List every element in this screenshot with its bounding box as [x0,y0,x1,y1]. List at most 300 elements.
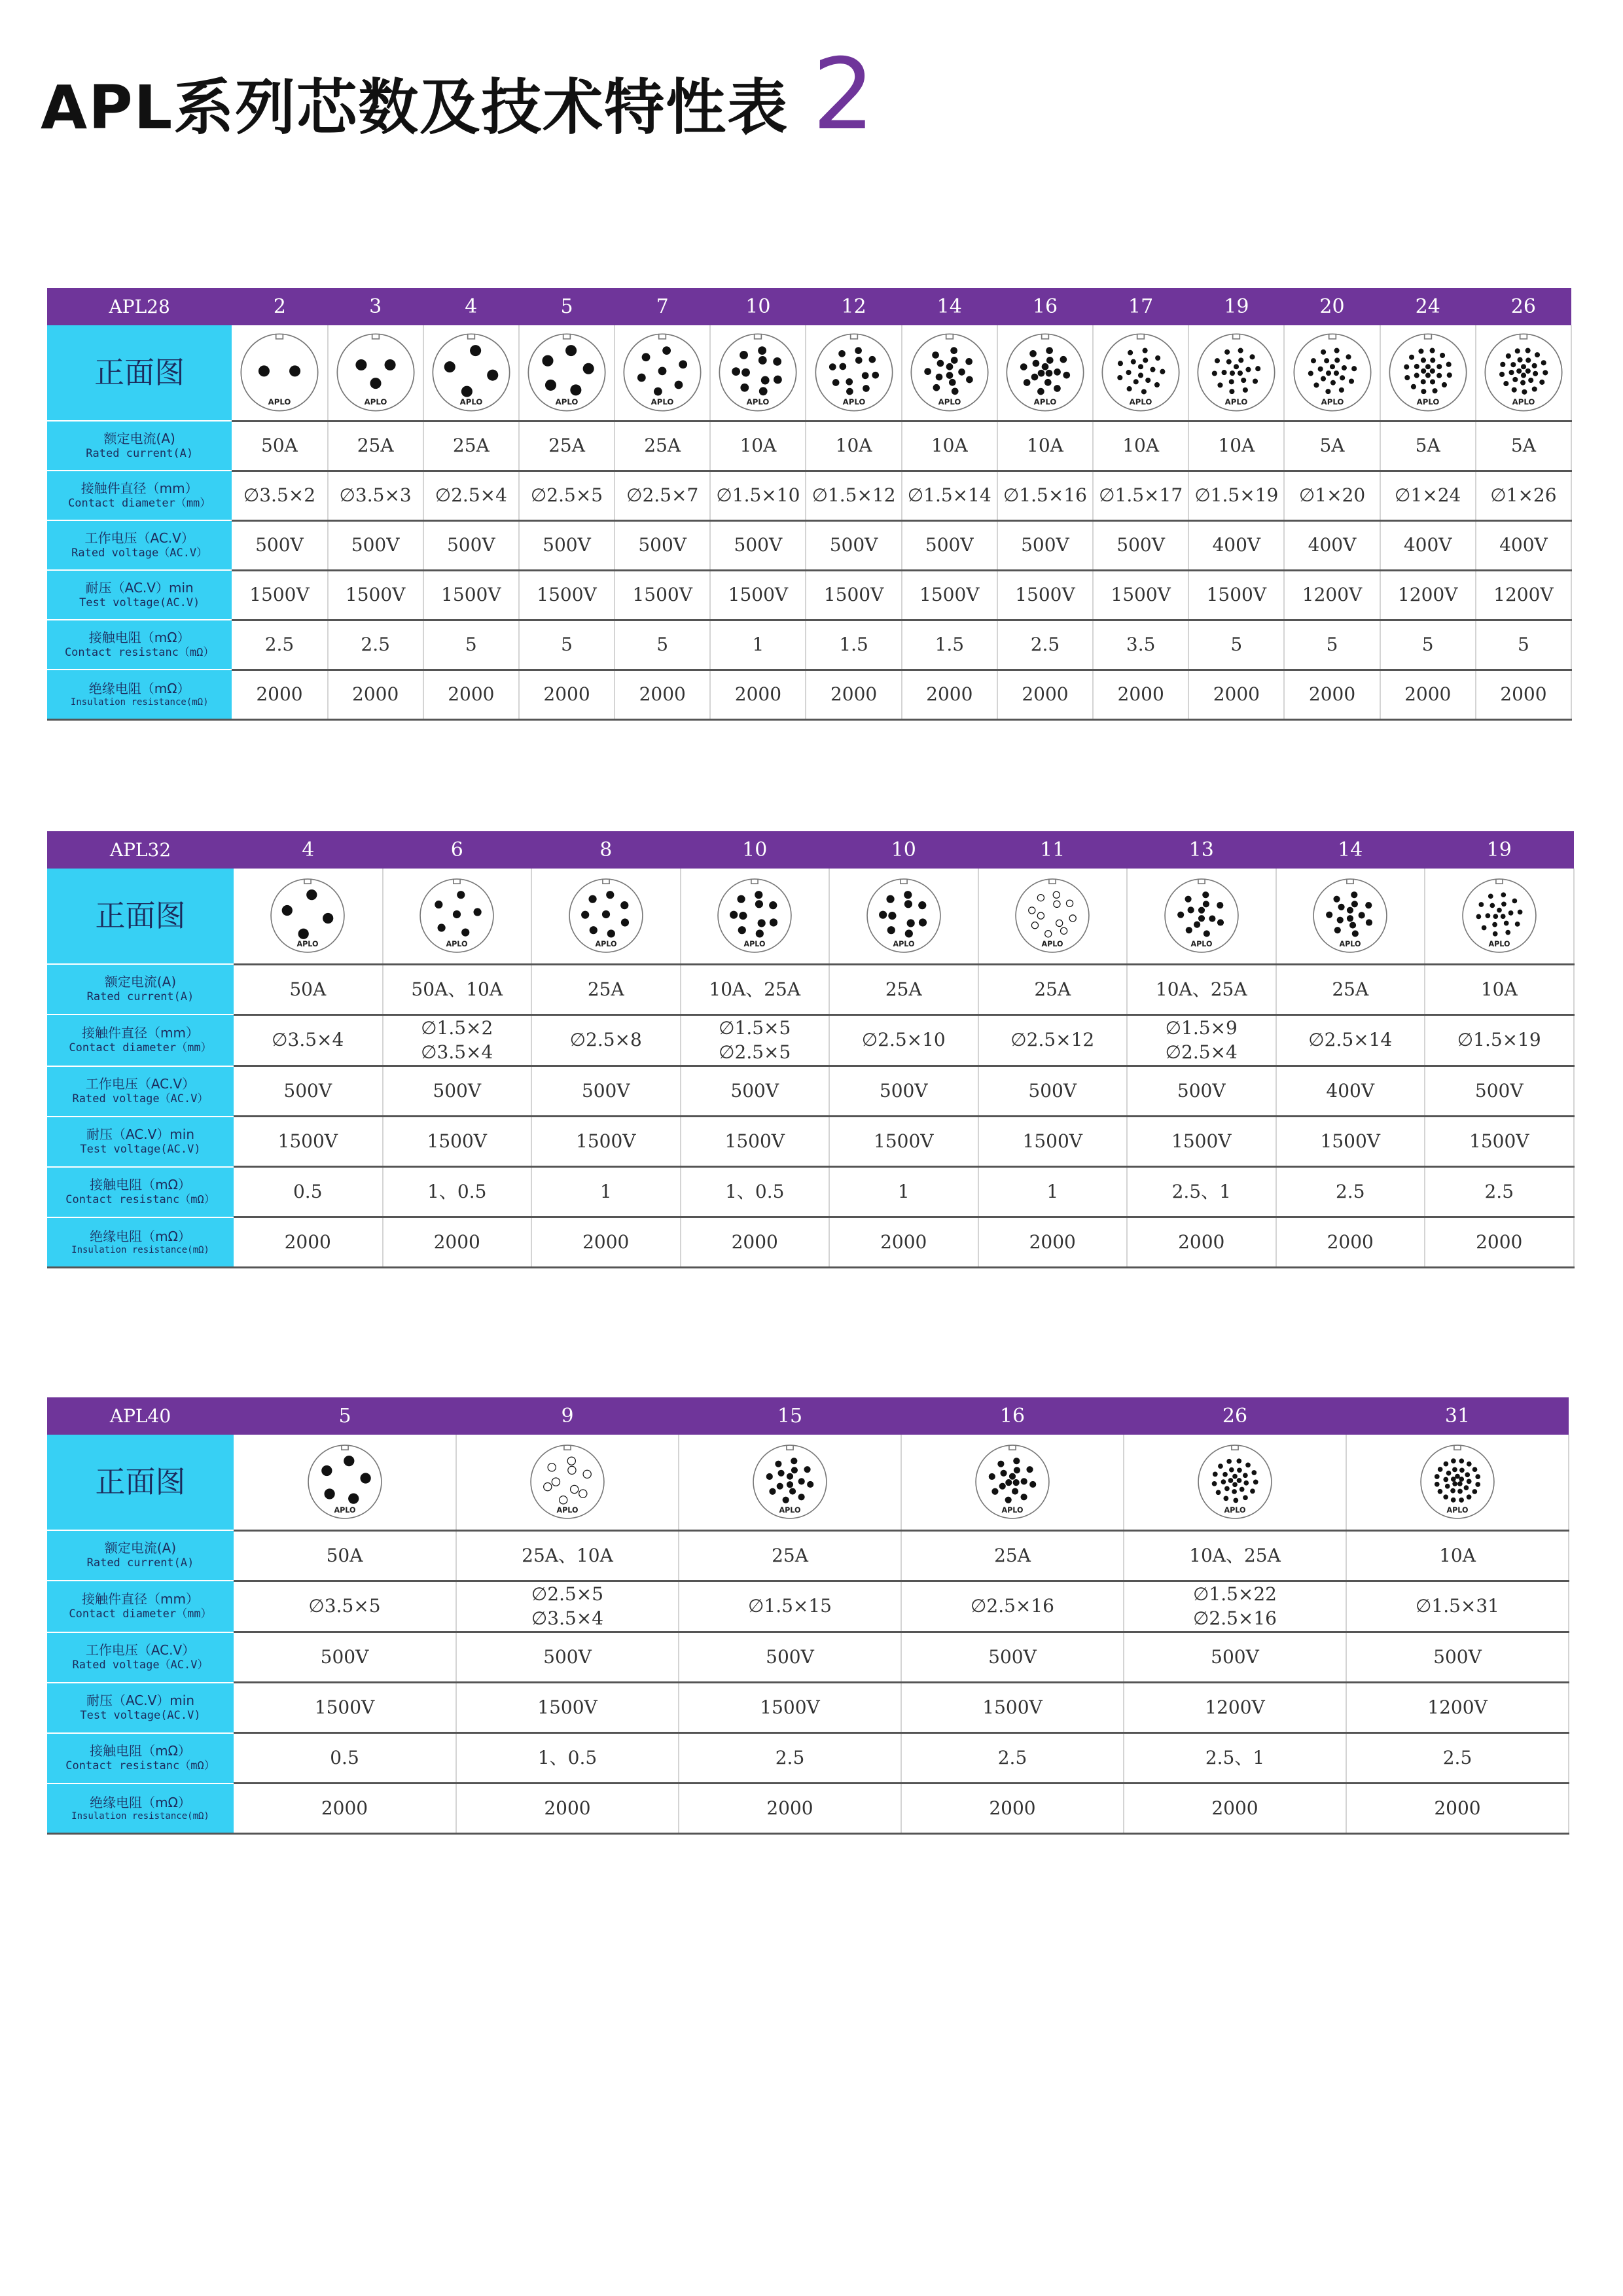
contact-pin [1138,373,1143,378]
connector-icon-wrapper [1124,1442,1346,1522]
value-cell [234,1530,456,1581]
connector-icon-wrapper [532,876,680,956]
value-cell [423,620,519,670]
pin-count-header: 26 [1476,288,1571,325]
value-cell [978,1117,1128,1167]
contact-pin [1128,350,1133,355]
contact-pin [1501,902,1507,907]
value-cell [1346,1733,1569,1784]
value-text: 1200V [1427,1696,1488,1719]
value-text: 500V [446,534,495,556]
contact-pin [1451,1458,1456,1463]
contact-pin [1198,915,1205,922]
contact-pin [588,895,596,903]
contact-pin [1533,371,1538,376]
value-text: 1 [599,1181,612,1203]
contact-pin [1338,387,1344,393]
contact-pin [589,926,597,934]
value-cell [456,1530,679,1581]
contact-pin [1543,370,1548,376]
value-text: 1500V [1469,1130,1529,1153]
contact-pin [583,1470,591,1478]
contact-pin [1237,1468,1242,1473]
contact-pin [1054,368,1061,376]
value-cell [1127,964,1276,1014]
connector-icon-wrapper [1189,331,1283,414]
contact-resistance-row [47,620,1571,670]
value-text: 2000 [1476,1231,1523,1253]
contact-pin [1232,1489,1237,1494]
contact-pin [770,919,777,927]
contact-pin [570,385,581,396]
contact-pin [259,366,270,377]
test-voltage-label [47,1683,234,1733]
aplo-logo-text: APLO [1224,397,1248,407]
connector-icon-wrapper [1381,331,1475,414]
contact-pin [989,1473,995,1480]
contact-pin [1459,1459,1464,1464]
value-cell [829,1167,978,1217]
contact-pin [1467,1479,1472,1484]
contact-pin [1475,1482,1480,1487]
aplo-logo-text: APLO [743,940,766,949]
value-text: 25A [994,1544,1031,1566]
contact-pin [1334,896,1340,903]
value-cell [383,1117,532,1167]
connector-front-view-icon [1459,876,1539,956]
contact-pin [1457,1481,1463,1486]
value-text: 400V [1499,534,1548,556]
contact-pin [1508,370,1514,375]
contact-pin [1515,348,1520,353]
contact-pin [571,1486,579,1494]
value-text: ∅1.5×14 [907,484,991,507]
pin-count-header: 8 [531,831,681,869]
value-cell [615,520,710,570]
value-text: ∅1×24 [1395,484,1461,507]
contact-pin [1334,927,1341,933]
contact-pin [282,905,293,916]
value-cell [328,670,423,719]
connector-front-view-icon [750,1442,830,1522]
contact-pin [1333,370,1338,376]
value-cell [1346,1530,1569,1581]
connector-front-view-icon [305,1442,385,1522]
aplo-logo-text: APLO [651,397,674,407]
contact-pin [1218,383,1223,388]
contact-pin [620,901,628,909]
contact-pin [1185,927,1192,933]
pin-count-header: 26 [1124,1397,1346,1435]
contact-pin [798,1494,805,1500]
value-text: ∅2.5×16 [970,1595,1054,1617]
value-cell [423,421,519,471]
value-text: ∅1.5×22 [1192,1583,1277,1605]
contact-pin [936,360,944,367]
value-cell [234,1167,383,1217]
connector-icon-wrapper [234,1442,455,1522]
contact-pin [740,351,749,359]
value-cell [1188,471,1284,520]
contact-pin [952,388,959,395]
contact-pin [1198,907,1205,914]
value-text: 10A [835,435,872,457]
insulation-resistance-row [47,1784,1569,1834]
label-cn: 耐压（AC.V）min [85,579,194,596]
value-text: 1500V [1206,584,1267,606]
contact-pin [621,919,629,927]
contact-pin [654,387,662,396]
value-text: 2000 [1500,683,1547,706]
value-text: 5 [1230,634,1243,656]
value-cell [902,670,997,719]
value-cell [1425,1217,1574,1268]
aplo-logo-text: APLO [1001,1506,1024,1515]
pin-count-header: 24 [1380,288,1476,325]
contact-pin [1232,1482,1238,1488]
value-text: 1500V [1022,1130,1082,1153]
aplo-logo-text: APLO [595,940,617,949]
pin-count-header: 10 [681,831,830,869]
value-cell [1284,520,1380,570]
connector-icon-wrapper [615,331,709,414]
value-text: 1500V [441,584,501,606]
contact-pin [741,384,749,392]
contact-pin [1446,1471,1452,1476]
value-text: 2000 [448,683,495,706]
aplo-logo-text: APLO [268,397,291,407]
contact-pin [829,363,836,370]
contact-pin [887,926,895,934]
label-cn: 额定电流(A) [103,430,175,446]
value-text: 2.5 [775,1747,805,1769]
value-cell [1284,471,1380,520]
value-cell [1476,620,1571,670]
contact-pin [1505,930,1510,935]
value-cell [902,520,997,570]
contact-pin [1203,931,1209,937]
front-view-row [47,869,1574,964]
model-cell: APL32 [47,831,234,869]
rated-voltage-row [47,520,1571,570]
contact-pin [606,891,614,899]
value-text: 25A [587,978,624,1000]
contact-pin [1038,912,1044,919]
value-text: ∅2.5×4 [435,484,507,507]
contact-pin [1346,355,1351,360]
label-en: Contact diameter（mm） [68,496,211,510]
value-cell [681,1217,830,1268]
contact-pin [886,895,894,903]
contact-pin [1024,379,1031,386]
contact-pin [1230,370,1235,376]
value-text: ∅2.5×5 [531,1583,604,1605]
value-text: ∅1.5×16 [1003,484,1087,507]
value-cell [423,570,519,620]
value-cell [1380,471,1476,520]
model-cell: APL40 [47,1397,234,1435]
value-cell [1476,570,1571,620]
contact-pin [1021,1479,1027,1485]
value-cell [681,1117,830,1167]
connector-front-view-icon [566,876,646,956]
contact-pin [1338,904,1345,910]
value-text: 1500V [537,1696,597,1719]
value-text: 500V [829,534,878,556]
value-cell [519,570,615,620]
value-cell [1425,1117,1574,1167]
connector-front-view-icon [908,331,991,414]
contact-pin [1443,1495,1448,1500]
connector-front-view-icon [972,1442,1052,1522]
label-en: Insulation resistance(mΩ) [71,1810,209,1821]
value-text: 2000 [1213,683,1260,706]
contact-pin [1243,1480,1249,1486]
pin-count-header: 16 [997,288,1093,325]
test-voltage-row [47,570,1571,620]
insulation-resistance-label [47,1784,234,1834]
apl40-spec-table [47,1397,1569,1835]
value-text: 1 [752,634,764,656]
aplo-logo-text: APLO [555,397,579,407]
front-view-label: 正面图 [47,1435,234,1530]
contact-pin [1020,363,1027,370]
contact-pin [457,891,465,899]
value-cell [1380,421,1476,471]
value-text: 3.5 [1126,634,1156,656]
contact-pin [289,366,300,377]
contact-pin [918,901,926,909]
contact-pin [1230,389,1235,394]
contact-pin [742,368,751,377]
contact-pin [804,1466,810,1473]
contact-pin [1234,364,1239,369]
contact-pin [1067,900,1073,906]
contact-pin [787,1473,793,1480]
value-cell [234,1683,456,1733]
pin-count-header: 5 [234,1397,456,1435]
contact-pin [1359,912,1365,919]
value-cell [679,1784,901,1834]
value-text: ∅2.5×5 [719,1041,791,1064]
contact-pin [879,911,887,919]
value-text: ∅1.5×12 [812,484,896,507]
contact-pin [602,910,610,918]
value-text: ∅3.5×4 [531,1607,604,1630]
value-cell [1276,1066,1425,1117]
value-cell [1276,1014,1425,1066]
contact-pin [761,376,770,385]
value-cell [978,1167,1128,1217]
contact-pin [1203,901,1209,907]
value-text: 500V [1028,1080,1077,1102]
value-cell [519,670,615,719]
connector-front-view-icon [1291,331,1374,414]
contact-pin [548,1463,556,1471]
value-cell [901,1632,1124,1683]
value-text: 2.5 [264,634,294,656]
value-cell [997,670,1093,719]
connector-icon-wrapper [998,331,1092,414]
contact-pin [863,385,870,392]
contact-pin [1455,1474,1460,1479]
insulation-resistance-row [47,1217,1574,1268]
value-text: 1500V [1111,584,1171,606]
value-cell [1284,670,1380,719]
contact-pin [958,368,965,376]
contact-pin [1365,902,1372,908]
value-text: ∅3.5×3 [339,484,412,507]
contact-pin [1060,356,1067,363]
contact-pin [1117,375,1122,380]
aplo-logo-text: APLO [333,1506,356,1515]
value-cell [829,1066,978,1117]
value-cell [456,1733,679,1784]
label-en: Test voltage(AC.V) [79,596,200,609]
value-text: 1500V [427,1130,487,1153]
contact-pin [1313,383,1319,388]
contact-pin [1221,1479,1226,1484]
contact-pin [1233,1498,1238,1503]
contact-pin [1330,380,1335,386]
contact-pin [1053,891,1060,898]
value-cell [679,1733,901,1784]
contact-pin [1232,1474,1238,1479]
value-cell [1284,421,1380,471]
pin-count-header: 3 [328,288,423,325]
aplo-logo-text: APLO [1416,397,1440,407]
contact-pin [1202,891,1209,898]
contact-pin [1014,1467,1020,1473]
value-text: 2000 [766,1797,813,1820]
value-cell [1476,471,1571,520]
contact-resistance-row [47,1167,1574,1217]
value-text: 10A [931,435,968,457]
value-text: 400V [1308,534,1357,556]
value-cell [232,670,327,719]
contact-pin [965,358,972,365]
contact-pin [950,348,957,355]
value-cell [1093,421,1188,471]
value-text: 2.5 [1442,1747,1472,1769]
value-cell [1093,471,1188,520]
contact-pin [565,345,577,356]
contact-pin [1320,376,1325,382]
value-text: 500V [1021,534,1069,556]
front-view-cell [383,869,532,964]
contact-pin [583,363,594,374]
value-cell [423,670,519,719]
contact-pin [1442,382,1447,387]
contact-pin [1435,1482,1440,1487]
contact-pin [1038,895,1044,901]
pin-count-header: 20 [1284,288,1380,325]
contact-pin [1525,358,1531,363]
contact-pin [838,350,846,357]
contact-pin [1185,896,1191,903]
value-cell [615,570,710,620]
label-cn: 绝缘电阻（mΩ） [90,1228,191,1244]
connector-front-view-icon [527,1442,607,1522]
title-text: APL系列芯数及技术特性表 [41,73,789,143]
contact-pin [1145,378,1150,383]
value-cell [829,1217,978,1268]
value-cell [1284,620,1380,670]
aplo-logo-text: APLO [938,397,961,407]
front-view-cell [1476,325,1571,421]
contact-pin [1429,368,1435,374]
value-text: ∅2.5×12 [1010,1029,1095,1051]
contact-pin [1029,350,1037,357]
contact-pin [323,913,333,924]
contact-pin [868,356,876,363]
value-text: 1、0.5 [725,1181,785,1203]
contact-pin [738,895,745,903]
contact-pin [999,1483,1006,1490]
value-text: 500V [543,1646,592,1668]
insulation-resistance-label [47,1217,234,1268]
value-cell [519,520,615,570]
value-text: ∅2.5×4 [1165,1041,1238,1064]
value-text: 500V [925,534,974,556]
contact-pin [1194,922,1200,928]
contact-pin [1411,384,1416,389]
connector-front-view-icon [715,876,794,956]
aplo-logo-text: APLO [779,1506,801,1515]
label-cn: 绝缘电阻（mΩ） [90,1794,191,1810]
contact-resistance-label [47,620,232,670]
value-text: ∅1.5×17 [1099,484,1183,507]
value-text: 1、0.5 [427,1181,487,1203]
value-cell [423,520,519,570]
contact-pin [1528,378,1533,383]
aplo-logo-text: APLO [1041,940,1063,949]
value-text: 2000 [352,683,399,706]
contact-pin [1446,372,1452,378]
value-cell [328,570,423,620]
contact-pin [1154,382,1160,387]
insulation-resistance-row [47,670,1571,719]
value-cell [234,1217,383,1268]
front-view-row [47,1435,1569,1530]
value-text: 500V [1474,1080,1524,1102]
value-cell [806,570,901,620]
aplo-logo-text: APLO [556,1506,579,1515]
contact-pin [1501,914,1506,920]
contact-pin [1515,922,1520,927]
value-cell [1380,520,1476,570]
contact-pin [642,353,651,362]
contact-pin [1253,1480,1258,1485]
contact-pin [1217,902,1223,908]
contact-pin [846,388,853,395]
front-view-cell [710,325,806,421]
value-cell [328,471,423,520]
value-cell [679,1581,901,1632]
contact-pin [1226,359,1232,365]
value-text: 2000 [543,683,590,706]
value-cell [1127,1066,1276,1117]
contact-pin [444,361,455,372]
value-text: ∅2.5×8 [569,1029,642,1051]
contact-pin [1488,894,1493,899]
label-cn: 耐压（AC.V）min [86,1692,195,1708]
value-text: 5 [561,634,573,656]
value-text: 2.5、1 [1205,1747,1265,1769]
contact-pin [1143,348,1148,353]
value-cell [383,964,532,1014]
contact-pin [904,930,912,938]
